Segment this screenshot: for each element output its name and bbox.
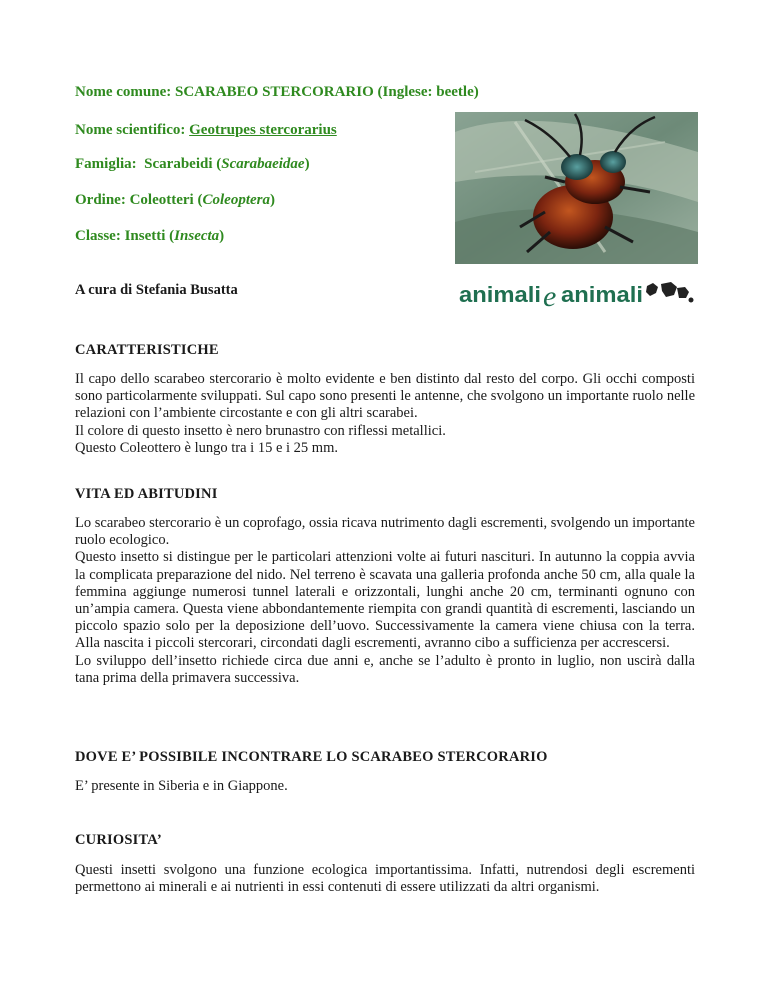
svg-text:e: e [543,280,557,313]
paragraph: Questo Coleottero è lungo tra i 15 e i 25 mm. [75,439,338,456]
section-title-dove: DOVE E’ POSSIBILE INCONTRARE LO SCARABEO STERCORARIO [75,749,548,765]
scientific-name-label: Nome scientifico: [75,122,186,138]
family-value: Scarabeidi [144,156,213,172]
class-line: Classe: Insetti (Insecta) [75,228,225,244]
order-label: Ordine: [75,192,126,208]
scientific-name-line [75,122,337,139]
section-title-caratteristiche: CARATTERISTICHE [75,342,219,358]
paragraph: Questi insetti svolgono una funzione ecologica importantissima. Infatti, nutrendosi degli escrementi permettono ai minerali e ai nutrienti in essi contenuti di essere utilizzati da altri organismi. [75,862,695,896]
section-body-dove [75,778,695,795]
order-line: Ordine: Coleotteri (Coleoptera) [75,192,275,208]
common-name-line [75,84,479,101]
class-latin: Insecta [174,228,220,244]
svg-text:animali: animali [561,282,643,307]
class-label: Classe: [75,228,121,244]
author-credit: A cura di Stefania Busatta [75,282,238,298]
class-value: Insetti [124,228,166,244]
family-label: Famiglia: [75,156,137,172]
order-latin: Coleoptera [202,192,270,208]
paragraph: Questo insetto si distingue per le particolari attenzioni volte ai futuri nascituri. In autunno la coppia avvia la complicata preparazione del nido. Nel terreno è scavata una galleria profonda anche 50 cm, alla quale la femmina aggiunge numerosi tunnel laterali e orizzontali, lunghi anche 20 cm, terminanti ognuno con un’ampia camera. Questa viene abbondantemente riempita con grandi quantità di escrementi, lasciando un piccolo spazio solo per la deposizione dell’uovo. Successivamente la camera viene chiusa con la terra. Alla nascita i piccoli stercorari, circondati dagli escrementi, avranno cibo a sufficienza per accrescersi. [75,549,695,652]
beetle-photo [455,112,698,264]
section-body-vita [75,515,695,687]
section-body-curiosita [75,862,695,896]
family-line: Famiglia: Scarabeidi (Scarabaeidae) [75,156,310,172]
paragraph: Lo scarabeo stercorario è un coprofago, ossia ricava nutrimento dagli escrementi, svolgendo un importante ruolo ecologico. [75,515,695,549]
order-value: Coleotteri [129,192,194,208]
svg-text:animali: animali [459,282,541,307]
paragraph: Il colore di questo insetto è nero brunastro con riflessi metallici. [75,422,446,439]
common-name-value: SCARABEO STERCORARIO (Inglese: beetle) [174,84,479,100]
section-body-caratteristiche [75,371,695,457]
paragraph: E’ presente in Siberia e in Giappone. [75,778,288,794]
common-name-label: Nome comune: [75,84,172,100]
paragraph: Lo sviluppo dell’insetto richiede circa due anni e, anche se l’adulto è pronto in luglio, non uscirà dalla tana prima della primavera successiva. [75,652,695,686]
animali-e-animali-logo [455,274,698,314]
family-latin: Scarabaeidae [221,156,305,172]
section-title-vita: VITA ED ABITUDINI [75,486,218,502]
section-title-curiosita: CURIOSITA’ [75,832,162,848]
scientific-name-value: Geotrupes stercorarius [189,122,337,138]
paragraph: Il capo dello scarabeo stercorario è molto evidente e ben distinto dal resto del corpo. Gli occhi composti sono particolarmente sviluppati. Sul capo sono presenti le antenne, che svolgono un importante ruolo nelle relazioni con l’ambiente circostante e con gli altri scarabei. [75,371,695,422]
